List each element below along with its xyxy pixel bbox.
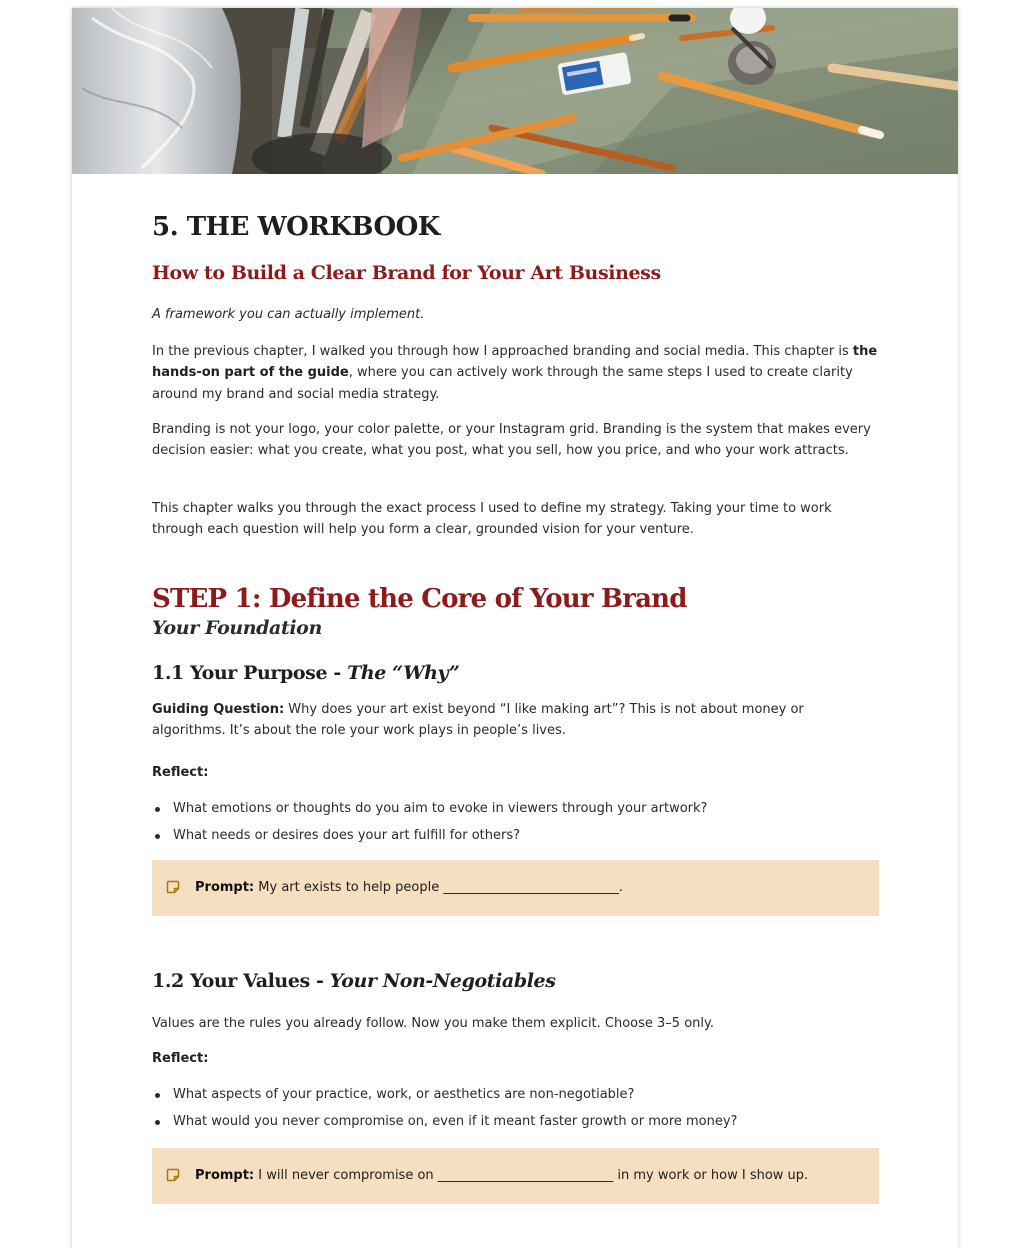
hero-image bbox=[72, 8, 958, 174]
list-item-text: What would you never compromise on, even if it meant faster growth or more money? bbox=[173, 1113, 738, 1129]
intro-paragraph-2: Branding is not your logo, your color palette, or your Instagram grid. Branding is the system that makes every decision easier: what you create, what you post, what you sell, how you price, and who your work attracts. bbox=[152, 422, 871, 459]
prompt-label: Prompt: bbox=[195, 1168, 255, 1183]
intro-paragraph-3: This chapter walks you through the exact process I used to define my strategy. Taking your time to work through each question will help you form a clear, grounded vision for your venture. bbox=[152, 501, 832, 538]
reflect-list-1-1 bbox=[152, 798, 879, 851]
bullet-dot bbox=[155, 1093, 160, 1098]
section-1-1-title-italic: The “Why” bbox=[347, 662, 460, 684]
chapter-tagline: A framework you can actually implement. bbox=[152, 307, 425, 322]
prompt-text-1-2 bbox=[195, 1166, 808, 1186]
reflect-label-1-2: Reflect: bbox=[152, 1051, 209, 1066]
list-item bbox=[152, 798, 879, 819]
reflect-label-1-1: Reflect: bbox=[152, 765, 209, 780]
list-item-text: What aspects of your practice, work, or aesthetics are non-negotiable? bbox=[173, 1087, 635, 1102]
step-1-subtitle: Your Foundation bbox=[152, 617, 322, 639]
list-item bbox=[152, 1111, 879, 1132]
list-item bbox=[152, 1084, 879, 1105]
section-1-2-title-italic: Your Non-Negotiables bbox=[329, 970, 556, 992]
intro-p1-text-b: , where you can actively work through the same steps I used to create clarity around my brand and social media strategy. bbox=[152, 365, 853, 402]
prompt-box-1-2 bbox=[152, 1148, 879, 1204]
prompt-sentence: My art exists to help people ___________________________. bbox=[254, 880, 623, 895]
section-1-2-title-plain: 1.2 Your Values - bbox=[152, 970, 330, 992]
values-intro: Values are the rules you already follow. Now you make them explicit. Choose 3–5 only. bbox=[152, 1016, 714, 1031]
section-1-1-title-plain: 1.1 Your Purpose - bbox=[152, 662, 348, 684]
intro-paragraph-1 bbox=[152, 341, 879, 405]
sticky-note-icon bbox=[166, 1168, 180, 1182]
list-item bbox=[152, 825, 879, 846]
guiding-question bbox=[152, 699, 879, 742]
chapter-title: 5. THE WORKBOOK bbox=[152, 212, 440, 242]
prompt-text-1-1 bbox=[195, 878, 623, 898]
bullet-dot bbox=[155, 1120, 160, 1125]
reflect-list-1-2 bbox=[152, 1084, 879, 1137]
document-page bbox=[72, 8, 958, 1248]
list-item-text: What emotions or thoughts do you aim to evoke in viewers through your artwork? bbox=[173, 801, 708, 816]
prompt-label: Prompt: bbox=[195, 880, 255, 895]
prompt-sentence: I will never compromise on ___________________________ in my work or how I show up. bbox=[254, 1168, 809, 1183]
prompt-box-1-1 bbox=[152, 860, 879, 916]
intro-p1-text-a: In the previous chapter, I walked you through how I approached branding and social media. This chapter is bbox=[152, 344, 853, 359]
list-item-text: What needs or desires does your art fulfill for others? bbox=[173, 827, 521, 843]
chapter-subtitle: How to Build a Clear Brand for Your Art Business bbox=[152, 262, 661, 284]
bullet-dot bbox=[155, 834, 160, 839]
section-1-1-title bbox=[152, 662, 459, 684]
sticky-note-icon bbox=[166, 880, 180, 894]
bullet-dot bbox=[155, 807, 160, 812]
intro-p1-bold: the hands-on part of the guide bbox=[152, 344, 878, 381]
step-1-title: STEP 1: Define the Core of Your Brand bbox=[152, 584, 687, 614]
guiding-question-label: Guiding Question: bbox=[152, 702, 285, 717]
guiding-question-text: Why does your art exist beyond “I like making art”? This is not about money or algorithms. It’s about the role your work plays in people’s lives. bbox=[152, 702, 804, 739]
section-1-2-title bbox=[152, 970, 556, 992]
